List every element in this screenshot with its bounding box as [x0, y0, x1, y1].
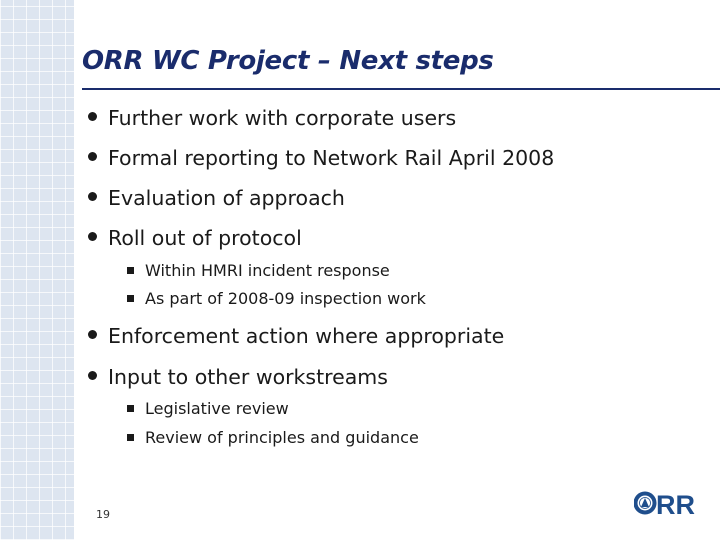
bullet-dot-icon — [88, 330, 97, 339]
square-bullet-icon — [127, 295, 134, 302]
sub-bullet-text: Legislative review — [145, 399, 289, 418]
sub-bullet-item — [127, 261, 390, 280]
bullet-dot-icon — [88, 112, 97, 121]
sub-bullet-item — [127, 399, 289, 418]
bullet-text: Evaluation of approach — [108, 186, 345, 210]
slide-title: ORR WC Project – Next steps — [82, 46, 494, 76]
bullet-text: Formal reporting to Network Rail April 2008 — [108, 146, 555, 170]
sub-bullet-text: Within HMRI incident response — [145, 261, 390, 280]
bullet-text: Roll out of protocol — [108, 226, 302, 250]
bullet-dot-icon — [88, 371, 97, 380]
sub-bullet-item — [127, 428, 419, 447]
bullet-text: Input to other workstreams — [108, 365, 388, 389]
bullet-text: Further work with corporate users — [108, 106, 457, 130]
page-number: 19 — [96, 508, 110, 521]
square-bullet-icon — [127, 434, 134, 441]
bullet-item — [88, 365, 388, 389]
bullet-item — [88, 324, 504, 348]
square-bullet-icon — [127, 267, 134, 274]
bullet-item — [88, 106, 456, 130]
bullet-item — [88, 186, 345, 210]
sub-bullet-text: Review of principles and guidance — [145, 428, 419, 447]
bullet-item — [88, 146, 554, 170]
bullet-dot-icon — [88, 152, 97, 161]
orr-logo — [634, 486, 714, 520]
svg-text:RR: RR — [656, 490, 695, 520]
bullet-dot-icon — [88, 232, 97, 241]
square-bullet-icon — [127, 405, 134, 412]
bullet-text: Enforcement action where appropriate — [108, 324, 505, 348]
bullet-item — [88, 226, 302, 250]
sub-bullet-item — [127, 289, 426, 308]
bullet-dot-icon — [88, 192, 97, 201]
sub-bullet-text: As part of 2008-09 inspection work — [145, 289, 426, 308]
